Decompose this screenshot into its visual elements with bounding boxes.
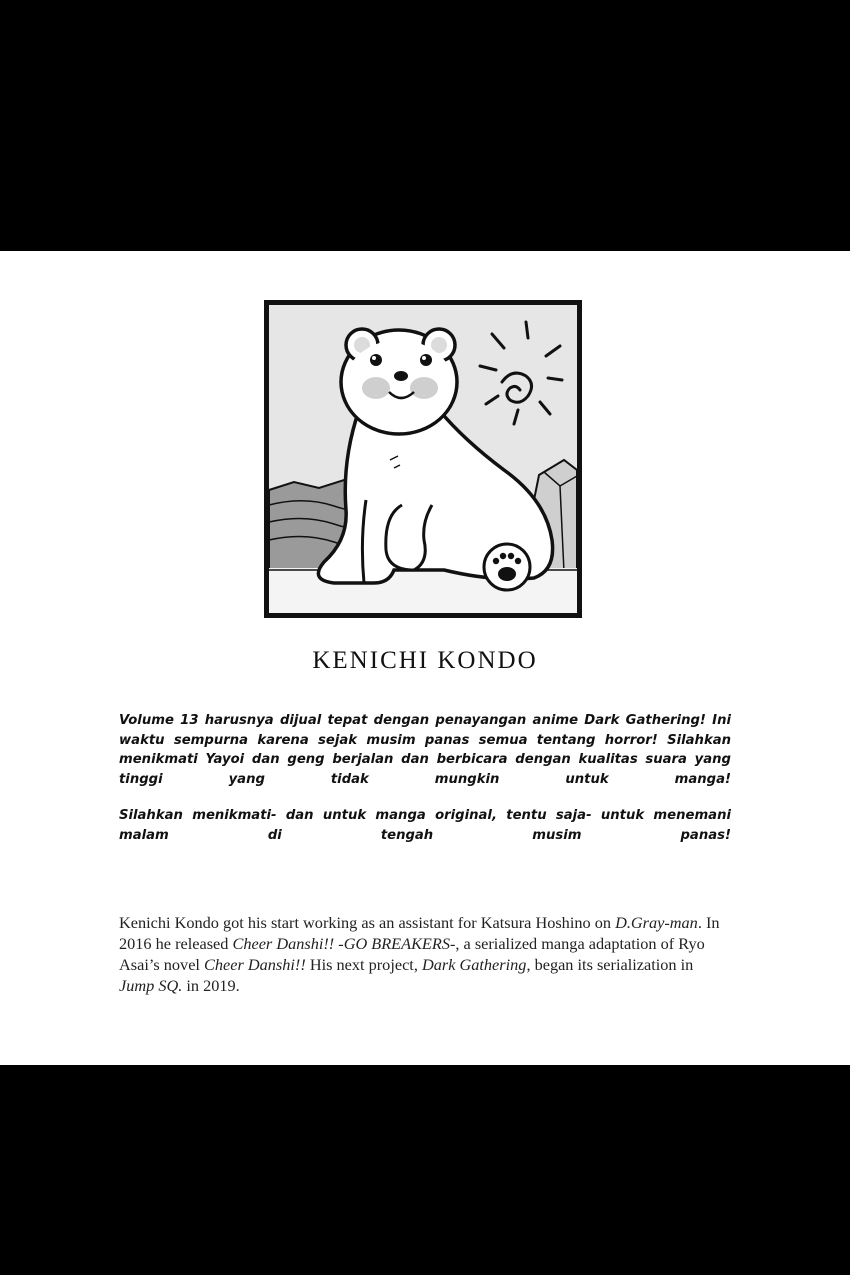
bio-text: His next project, — [305, 955, 422, 974]
bio-text: , a serialized manga adaptation of Ryo Asai’s novel — [119, 934, 705, 974]
bio-title: D.Gray-man — [615, 913, 698, 932]
bio-title: Jump SQ. — [119, 976, 183, 995]
bio-title: Cheer Danshi!! -GO BREAKERS- — [232, 934, 456, 953]
author-comment-paragraph: Volume 13 harusnya dijual tepat dengan penayangan anime Dark Gathering! Ini waktu sempurna karena sejak musim panas semua tentang horror! Silahkan menikmati Yayoi dan geng berjalan dan berbicara dengan kualitas suara yang tinggi yang tidak mungkin untuk manga! — [119, 713, 731, 787]
bio-title: Dark Gathering — [421, 955, 527, 974]
bio-text: in 2019. — [182, 976, 240, 995]
bio-title: Cheer Danshi!! — [204, 955, 306, 974]
author-comment-paragraph: Silahkan menikmati- dan untuk manga original, tentu saja- untuk menemani malam di tengah musim panas! — [119, 808, 731, 843]
bio-text: Kenichi Kondo got his start working as an assistant for Katsura Hoshino on — [119, 913, 616, 932]
bio-text: . In 2016 he released — [119, 913, 720, 953]
bottom-black-bar — [0, 1065, 850, 1275]
bio-text: , began its serialization in — [526, 955, 694, 974]
author-bio — [119, 912, 731, 996]
top-black-bar — [0, 0, 850, 251]
author-name: KENICHI KONDO — [312, 647, 538, 674]
author-portrait-polar-bear-icon — [264, 300, 582, 618]
author-page — [0, 251, 850, 1065]
